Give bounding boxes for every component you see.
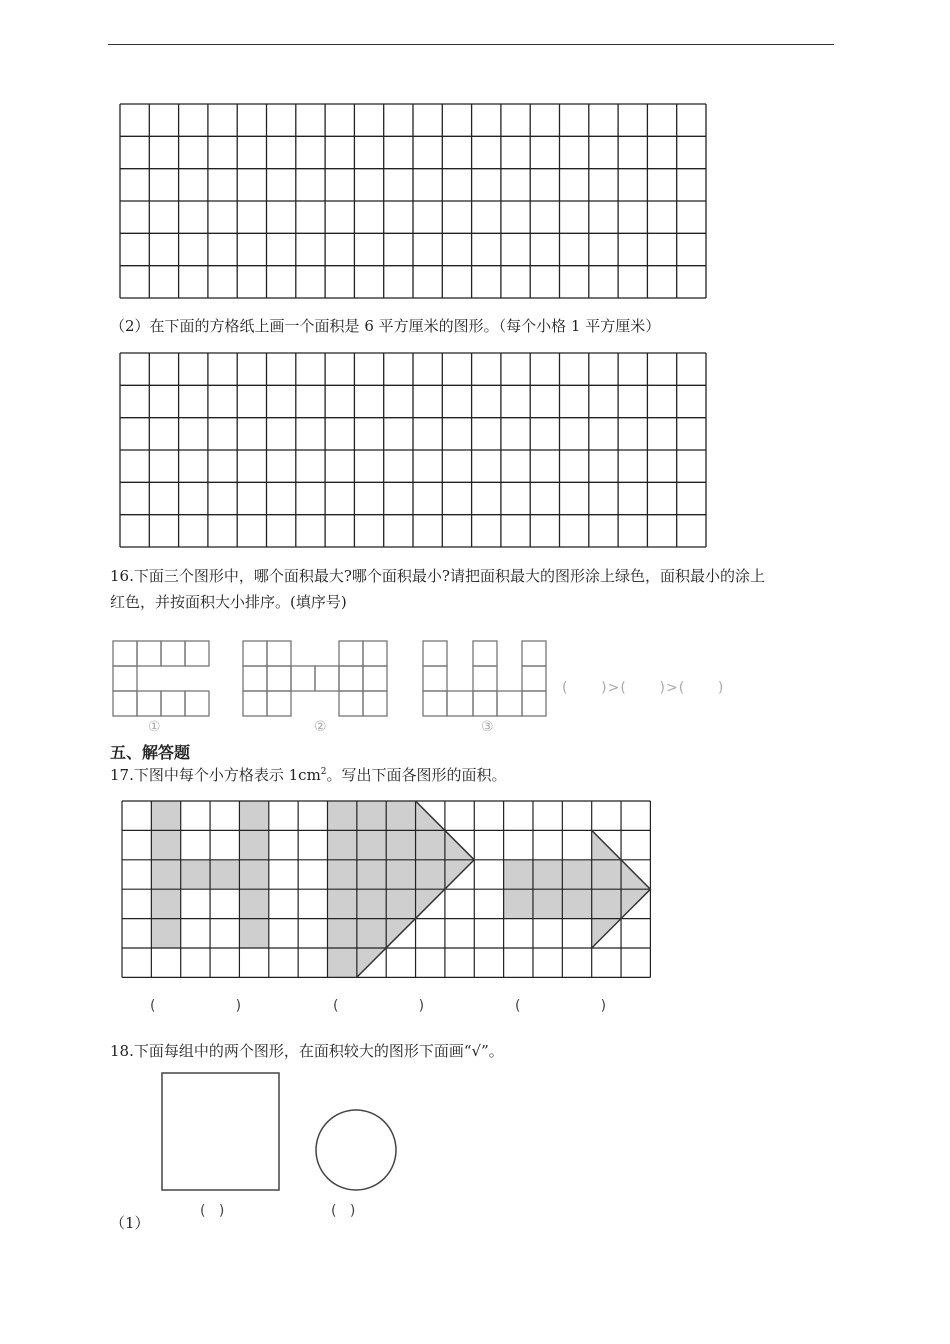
header-rule — [108, 44, 834, 45]
q18-part1-label: （1） — [110, 1214, 150, 1232]
q16-text-line1: 16.下面三个图形中，哪个面积最大?哪个面积最小?请把面积最大的图形涂上绿色，面积最小的涂上 — [110, 567, 765, 585]
square-shape — [162, 1073, 279, 1190]
q18-shapes — [158, 1070, 403, 1195]
figure-2-label: ② — [314, 719, 327, 735]
square-answer-blank[interactable]: ( ) — [200, 1203, 225, 1219]
figure-3-label: ③ — [481, 719, 494, 735]
q18-text: 18.下面每组中的两个图形，在面积较大的图形下面画“√”。 — [110, 1042, 504, 1060]
section-title: 五、解答题 — [110, 743, 191, 762]
grid-paper-1 — [118, 103, 708, 300]
q17-text: 17.下图中每个小方格表示 $1cm^2$。写出下面各图形的面积。 — [110, 766, 507, 784]
q17-blank-3[interactable]: ( ) — [515, 998, 607, 1014]
q16-order-answer[interactable]: ( )>( )>( ) — [562, 680, 725, 696]
q17-blank-2[interactable]: ( ) — [333, 998, 425, 1014]
grid-paper-2[interactable] — [118, 352, 708, 549]
q17-grid — [118, 799, 654, 981]
q16-text-line2: 红色，并按面积大小排序。(填序号) — [110, 593, 347, 611]
figure-2-shape — [243, 641, 387, 716]
q15-part2-text: （2）在下面的方格纸上画一个面积是 6 平方厘米的图形。（每个小格 1 平方厘米） — [110, 317, 661, 335]
figure-1-label: ① — [148, 719, 161, 735]
circle-shape — [316, 1110, 396, 1190]
q17-blank-1[interactable]: ( ) — [150, 998, 242, 1014]
circle-answer-blank[interactable]: ( ) — [331, 1203, 356, 1219]
figure-1-shape — [113, 641, 209, 716]
figure-3-shape — [423, 641, 546, 716]
